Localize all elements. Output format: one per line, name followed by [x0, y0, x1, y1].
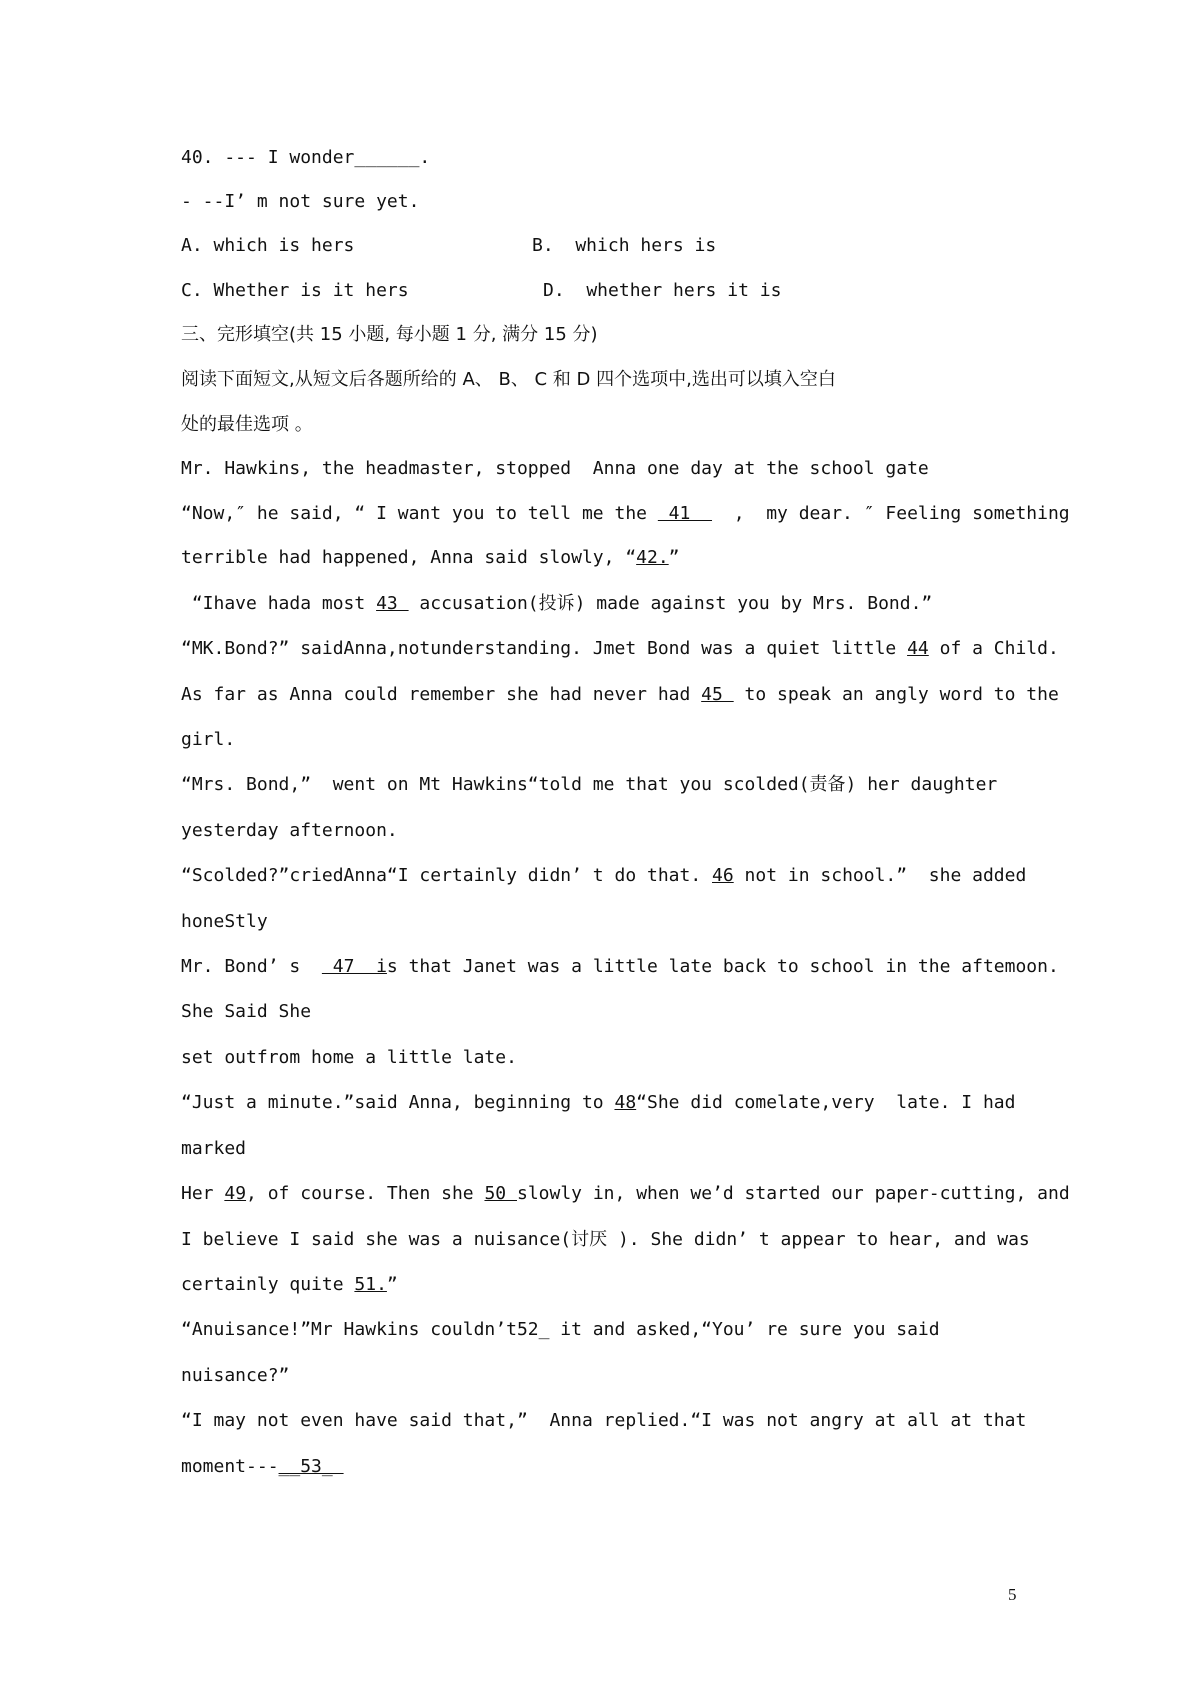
option-a: A. which is hers	[181, 235, 355, 256]
passage-text: Her	[181, 1183, 225, 1204]
passage-line: set outfrom home a little late.	[181, 1047, 517, 1068]
blank-41: 41	[657, 503, 713, 524]
passage-text: As far as Anna could remember she had never had	[181, 684, 702, 705]
passage-text: terrible had happened, Anna said slowly, “	[181, 547, 637, 568]
passage-line: nuisance?”	[181, 1365, 290, 1386]
passage-line: “Anuisance!”Mr Hawkins couldn’t52_ it and asked,“You’ re sure you said	[181, 1319, 940, 1340]
passage-line	[181, 502, 1070, 526]
passage-text: “Now,″ he said, “ I want you to tell me the	[181, 503, 658, 524]
blank-46: 46	[712, 865, 734, 886]
blank-47: 47 i	[321, 956, 387, 977]
passage-text: to speak an angly word to the	[733, 684, 1059, 705]
option-b: B. which hers is	[532, 235, 717, 256]
passage-text: not in school.” she added	[733, 865, 1027, 886]
passage-text: “MK.Bond?” saidAnna,notunderstanding. Jmet Bond was a quiet little	[181, 638, 908, 659]
passage-line	[181, 864, 1031, 888]
passage-line	[181, 592, 1031, 616]
passage-line	[181, 546, 1031, 570]
passage-text: “Just a minute.”said Anna, beginning to	[181, 1092, 615, 1113]
passage-text: “She did comelate,very late. I had	[636, 1092, 1016, 1113]
passage-line: marked	[181, 1138, 247, 1159]
passage-line	[181, 1091, 1031, 1115]
passage-text: “Scolded?”criedAnna“I certainly didn’ t do that.	[181, 865, 713, 886]
passage-text: ”	[668, 547, 680, 568]
passage-line: girl.	[181, 729, 236, 750]
instructions-line-2: 处的最佳选项 。	[181, 414, 313, 435]
option-c: C. Whether is it hers	[181, 280, 409, 301]
passage-text: “Ihave hada most	[181, 593, 377, 614]
passage-line	[181, 637, 1059, 661]
blank-53: __53_	[278, 1456, 344, 1477]
instructions-line-1: 阅读下面短文,从短文后各题所给的 A、 B、 C 和 D 四个选项中,选出可以填入空白	[181, 369, 836, 390]
passage-text: certainly quite	[181, 1274, 355, 1295]
blank-43: 43	[376, 593, 409, 614]
passage-text: accusation(投诉) made against you by Mrs. Bond.”	[408, 593, 933, 614]
blank-51: 51.	[354, 1274, 387, 1295]
passage-text: s that Janet was a little late back to school in the aftemoon.	[386, 956, 1059, 977]
passage-line: She Said She	[181, 1001, 312, 1022]
passage-text: of a Child.	[928, 638, 1059, 659]
blank-49: 49	[224, 1183, 247, 1204]
passage-line	[181, 1182, 1070, 1206]
passage-text: Mr. Bond’ s	[181, 956, 322, 977]
passage-line: honeStly	[181, 911, 268, 932]
passage-text: slowly in, when we’d started our paper-cutting, and	[516, 1183, 1070, 1204]
passage-line	[181, 683, 1059, 707]
passage-text: ”	[386, 1274, 398, 1295]
section-title: 三、完形填空(共 15 小题, 每小题 1 分, 满分 15 分)	[181, 324, 598, 345]
option-d: D. whether hers it is	[543, 280, 782, 301]
blank-45: 45	[701, 684, 734, 705]
question-40-stem: 40. --- I wonder______.	[181, 147, 431, 168]
blank-48: 48	[614, 1092, 637, 1113]
page-number: 5	[1008, 1585, 1017, 1604]
passage-line	[181, 1455, 1031, 1479]
blank-42: 42.	[636, 547, 669, 568]
passage-line: yesterday afternoon.	[181, 820, 398, 841]
blank-50: 50	[484, 1183, 517, 1204]
passage-text: , my dear. ″ Feeling something	[712, 503, 1070, 524]
question-40-reply: - --I’ m not sure yet.	[181, 191, 420, 212]
passage-line	[181, 955, 1059, 979]
passage-text: , of course. Then she	[246, 1183, 485, 1204]
passage-line: I believe I said she was a nuisance(讨厌 ). She didn’ t appear to hear, and was	[181, 1229, 1030, 1250]
passage-line	[181, 1273, 1031, 1297]
passage-line: “I may not even have said that,” Anna replied.“I was not angry at all at that	[181, 1410, 1027, 1431]
passage-text: moment---	[181, 1456, 279, 1477]
passage-line: Mr. Hawkins, the headmaster, stopped Anna one day at the school gate	[181, 458, 929, 479]
blank-44: 44	[907, 638, 929, 659]
passage-line: “Mrs. Bond,” went on Mt Hawkins“told me that you scolded(责备) her daughter	[181, 774, 998, 795]
